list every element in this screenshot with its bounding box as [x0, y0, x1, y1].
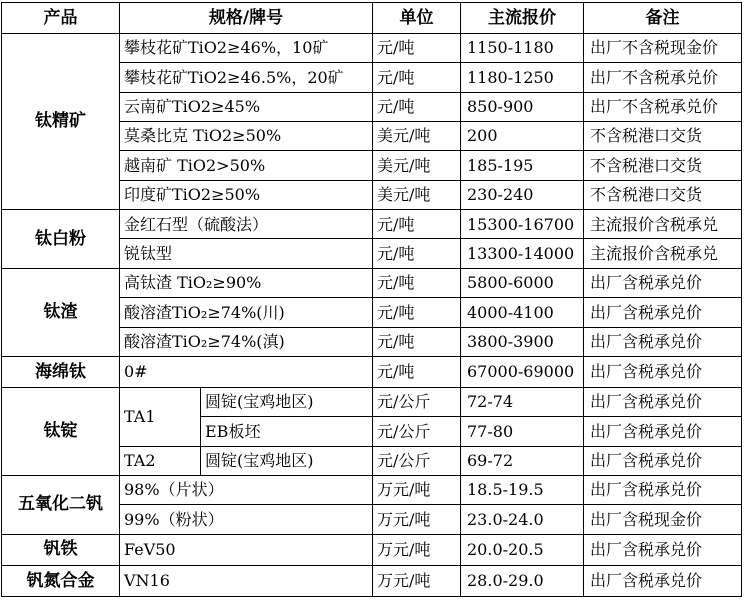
- note-cell: 出厂含税承兑价: [584, 475, 742, 504]
- price-cell: 185-195: [461, 151, 584, 180]
- spec-cell: 莫桑比克 TiO2≥50%: [120, 122, 373, 151]
- price-cell: 23.0-24.0: [461, 505, 584, 534]
- unit-cell: 美元/吨: [373, 122, 461, 151]
- price-cell: 230-240: [461, 180, 584, 209]
- unit-cell: 万元/吨: [373, 534, 461, 565]
- table-row: [2, 565, 742, 596]
- note-cell: 出厂含税承兑价: [584, 446, 742, 475]
- unit-cell: 元/吨: [373, 210, 461, 239]
- header-price: 主流报价: [461, 3, 584, 34]
- table-row: [2, 387, 742, 416]
- price-cell: 69-72: [461, 446, 584, 475]
- spec-cell: 锐钛型: [120, 239, 373, 268]
- price-cell: 1180-1250: [461, 63, 584, 92]
- product-cell-v2o5: 五氧化二钒: [2, 475, 120, 534]
- header-unit: 单位: [373, 3, 461, 34]
- product-cell-ti-slag: 钛渣: [2, 268, 120, 356]
- header-note: 备注: [584, 3, 742, 34]
- note-cell: 主流报价含税承兑: [584, 239, 742, 268]
- unit-cell: 元/吨: [373, 239, 461, 268]
- unit-cell: 美元/吨: [373, 151, 461, 180]
- note-cell: 出厂含税承兑价: [584, 417, 742, 446]
- note-cell: 出厂含税承兑价: [584, 356, 742, 387]
- unit-cell: 元/公斤: [373, 446, 461, 475]
- spec-cell: 金红石型（硫酸法）: [120, 210, 373, 239]
- spec-cell: VN16: [120, 565, 373, 596]
- unit-cell: 万元/吨: [373, 565, 461, 596]
- price-cell: 72-74: [461, 387, 584, 416]
- price-cell: 28.0-29.0: [461, 565, 584, 596]
- note-cell: 出厂不含税承兑价: [584, 63, 742, 92]
- spec-cell: 印度矿TiO2≥50%: [120, 180, 373, 209]
- price-cell: 77-80: [461, 417, 584, 446]
- table-row: [2, 475, 742, 504]
- spec-cell: 酸溶渣TiO₂≥74%(滇): [120, 327, 373, 356]
- price-cell: 850-900: [461, 92, 584, 121]
- unit-cell: 元/吨: [373, 34, 461, 63]
- note-cell: 不含税港口交货: [584, 180, 742, 209]
- note-cell: 出厂不含税承兑价: [584, 92, 742, 121]
- grade-cell: TA2: [120, 446, 201, 475]
- spec-cell: 高钛渣 TiO₂≥90%: [120, 268, 373, 297]
- table-row: [2, 534, 742, 565]
- unit-cell: 元/公斤: [373, 417, 461, 446]
- header-product: 产品: [2, 3, 120, 34]
- spec-cell: 酸溶渣TiO₂≥74%(川): [120, 298, 373, 327]
- price-cell: 15300-16700: [461, 210, 584, 239]
- spec-cell: FeV50: [120, 534, 373, 565]
- spec-cell: 98%（片状）: [120, 475, 373, 504]
- price-cell: 18.5-19.5: [461, 475, 584, 504]
- price-cell: 4000-4100: [461, 298, 584, 327]
- unit-cell: 元/吨: [373, 327, 461, 356]
- header-spec: 规格/牌号: [120, 3, 373, 34]
- unit-cell: 美元/吨: [373, 180, 461, 209]
- product-cell-ti-ingot: 钛锭: [2, 387, 120, 475]
- price-cell: 20.0-20.5: [461, 534, 584, 565]
- price-cell: 3800-3900: [461, 327, 584, 356]
- spec-cell: 圆锭(宝鸡地区): [201, 446, 373, 475]
- note-cell: 主流报价含税承兑: [584, 210, 742, 239]
- spec-cell: 越南矿 TiO2>50%: [120, 151, 373, 180]
- product-cell-ti-dioxide: 钛白粉: [2, 210, 120, 269]
- table-row: [2, 268, 742, 297]
- unit-cell: 万元/吨: [373, 475, 461, 504]
- price-cell: 200: [461, 122, 584, 151]
- note-cell: 出厂含税承兑价: [584, 327, 742, 356]
- note-cell: 出厂含税现金价: [584, 505, 742, 534]
- unit-cell: 元/吨: [373, 63, 461, 92]
- unit-cell: 元/吨: [373, 92, 461, 121]
- note-cell: 出厂含税承兑价: [584, 268, 742, 297]
- spec-cell: 99%（粉状）: [120, 505, 373, 534]
- note-cell: 不含税港口交货: [584, 151, 742, 180]
- price-table: [1, 2, 742, 597]
- unit-cell: 元/吨: [373, 268, 461, 297]
- note-cell: 出厂含税承兑价: [584, 565, 742, 596]
- price-cell: 5800-6000: [461, 268, 584, 297]
- spec-cell: 0#: [120, 356, 373, 387]
- product-cell-fev: 钒铁: [2, 534, 120, 565]
- table-row: [2, 210, 742, 239]
- spec-cell: 攀枝花矿TiO2≥46.5%，20矿: [120, 63, 373, 92]
- unit-cell: 万元/吨: [373, 505, 461, 534]
- table-row: [2, 356, 742, 387]
- header-row: [2, 3, 742, 34]
- unit-cell: 元/公斤: [373, 387, 461, 416]
- spec-cell: 圆锭(宝鸡地区): [201, 387, 373, 416]
- note-cell: 出厂不含税现金价: [584, 34, 742, 63]
- unit-cell: 元/吨: [373, 356, 461, 387]
- spec-cell: 云南矿TiO2≥45%: [120, 92, 373, 121]
- note-cell: 出厂含税承兑价: [584, 298, 742, 327]
- product-cell-vn-alloy: 钒氮合金: [2, 565, 120, 596]
- note-cell: 不含税港口交货: [584, 122, 742, 151]
- note-cell: 出厂含税承兑价: [584, 387, 742, 416]
- price-cell: 13300-14000: [461, 239, 584, 268]
- spec-cell: 攀枝花矿TiO2≥46%，10矿: [120, 34, 373, 63]
- unit-cell: 元/吨: [373, 298, 461, 327]
- product-cell-ti-concentrate: 钛精矿: [2, 34, 120, 210]
- note-cell: 出厂含税承兑价: [584, 534, 742, 565]
- spec-cell: EB板坯: [201, 417, 373, 446]
- grade-cell: TA1: [120, 387, 201, 446]
- price-cell: 67000-69000: [461, 356, 584, 387]
- product-cell-sponge-ti: 海绵钛: [2, 356, 120, 387]
- table-row: [2, 34, 742, 63]
- price-cell: 1150-1180: [461, 34, 584, 63]
